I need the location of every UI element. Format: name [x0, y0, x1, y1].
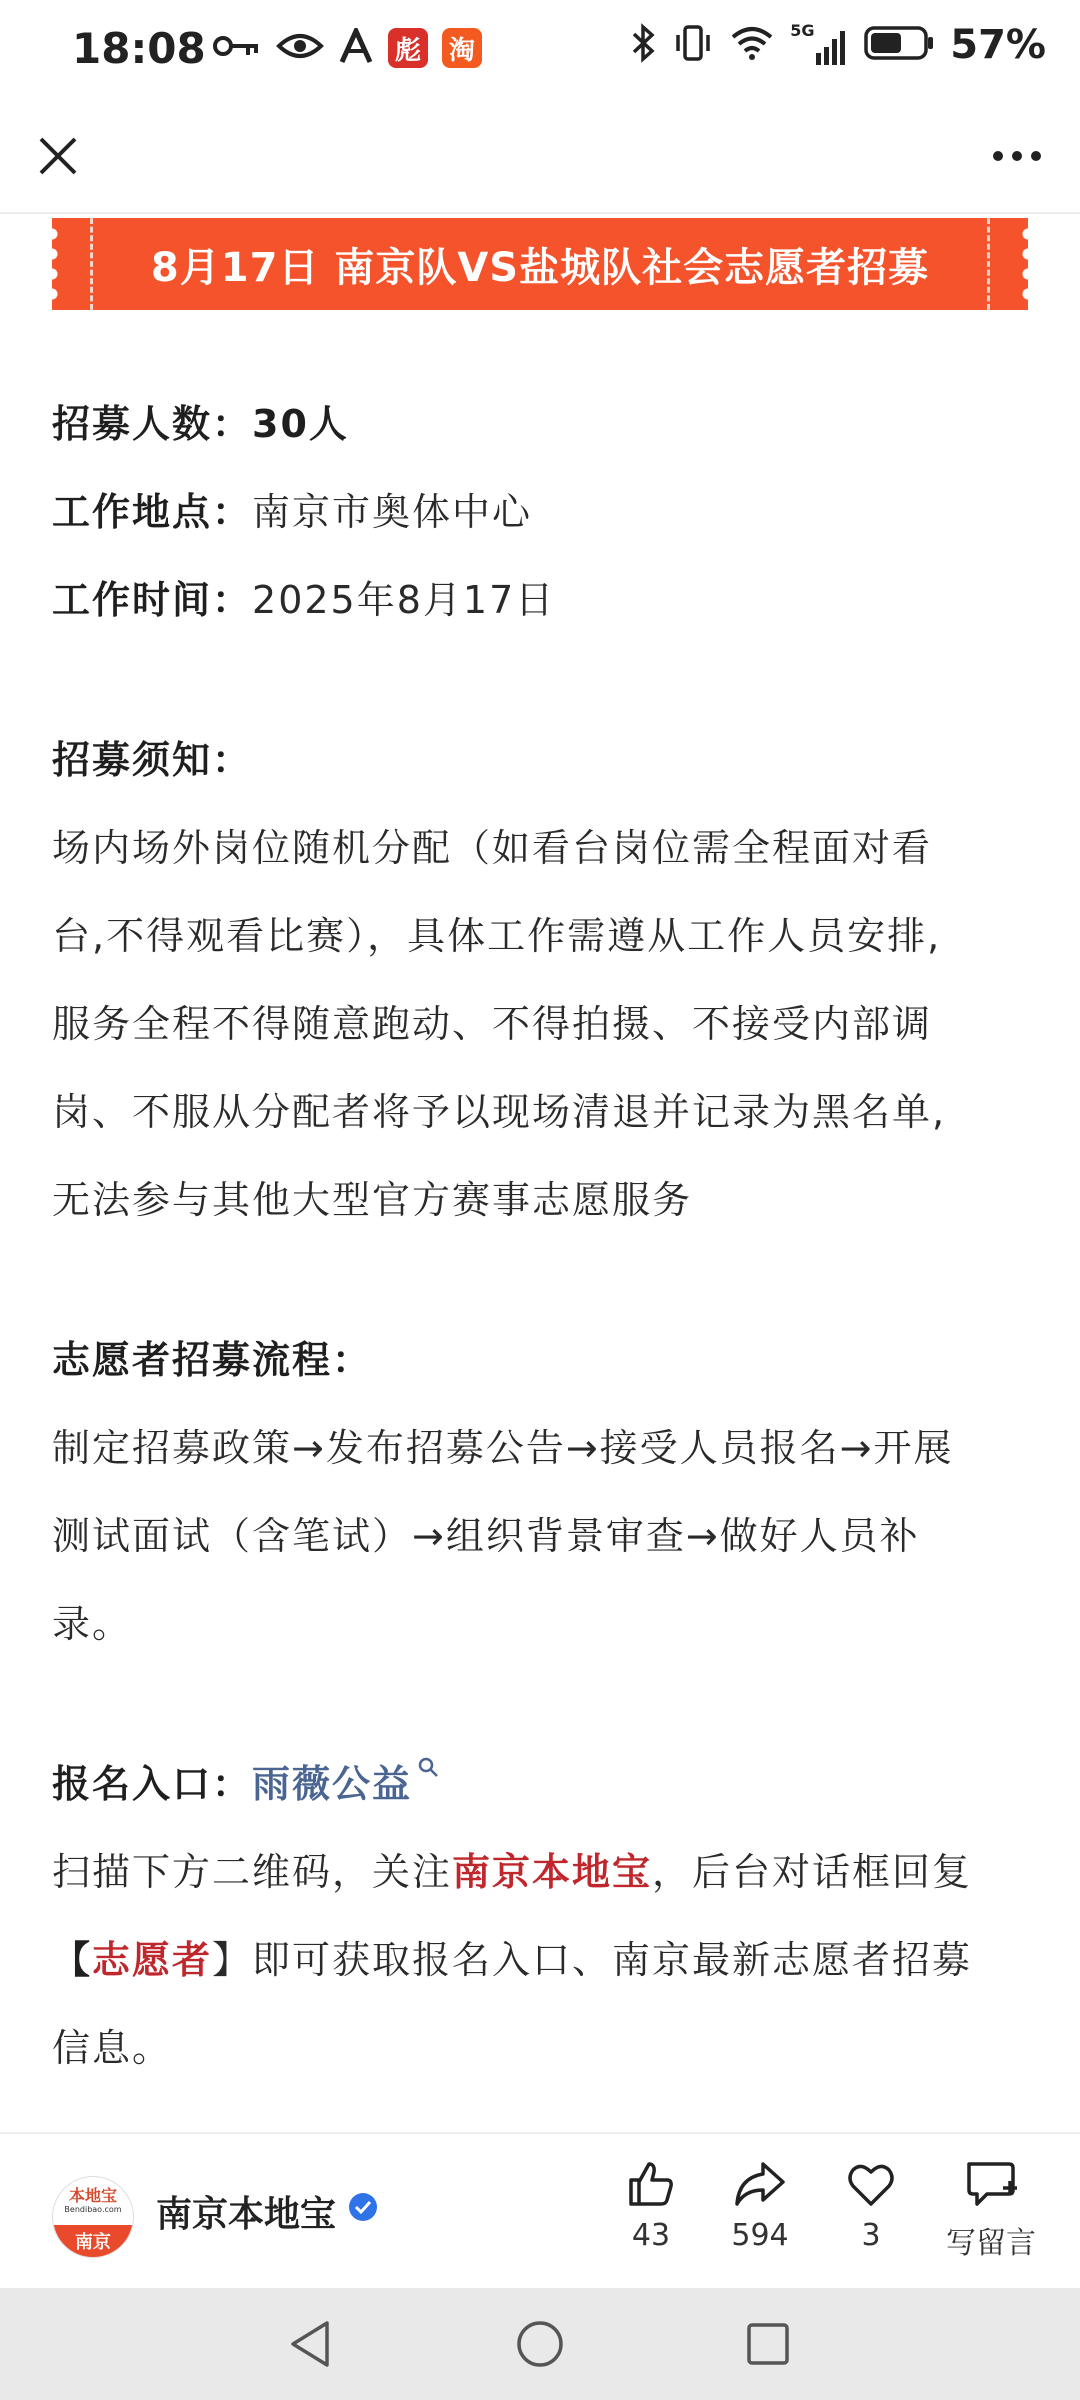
notice-heading: 招募须知： [52, 738, 253, 782]
avatar-brand: 本地宝 [68, 2186, 117, 2205]
work-time-label: 工作时间： [52, 578, 253, 622]
banner-dash-right [987, 218, 990, 310]
status-time: 18:08 [72, 24, 206, 73]
eye-icon [276, 30, 324, 66]
vibrate-icon [672, 23, 714, 67]
banner-notch-left [46, 224, 58, 304]
account-avatar[interactable] [52, 2176, 134, 2258]
notice-line: 岗、不服从分配者将予以现场清退并记录为黑名单, [52, 1090, 947, 1134]
system-nav-bar [0, 2288, 1080, 2400]
more-dots-icon [992, 150, 1042, 162]
event-banner [52, 218, 1028, 310]
favorite-button[interactable] [816, 2158, 926, 2253]
scan-text: ，后台对话框回复 [652, 1850, 973, 1894]
signup-label: 报名入口： [52, 1762, 253, 1806]
notice-line: 台,不得观看比赛），具体工作需遵从工作人员安排, [52, 914, 942, 958]
share-button[interactable] [705, 2158, 815, 2253]
back-triangle-icon [287, 2319, 333, 2369]
avatar-city: 南京 [53, 2225, 133, 2257]
location-value: 南京市奥体中心 [252, 490, 533, 534]
account-name[interactable]: 南京本地宝 [156, 2194, 337, 2235]
comment-icon [963, 2158, 1019, 2210]
close-icon [38, 136, 78, 176]
signup-link[interactable]: 雨薇公益 [252, 1762, 413, 1806]
location-label: 工作地点： [52, 490, 253, 534]
top-nav-bar [0, 100, 1080, 214]
heart-icon [845, 2158, 897, 2210]
account-highlight: 南京本地宝 [452, 1850, 653, 1894]
scan-line [52, 1916, 1032, 2004]
location-row [52, 468, 1032, 556]
process-line: 制定招募政策→发布招募公告→接受人员报名→开展 [52, 1426, 954, 1470]
like-count: 43 [631, 2218, 671, 2253]
scan-text: 扫描下方二维码，关注 [52, 1850, 453, 1894]
comment-label: 写留言 [946, 2226, 1036, 2261]
wifi-icon [730, 25, 774, 65]
recruit-count-row [52, 380, 1032, 468]
scan-text: 】即可获取报名入口、南京最新志愿者招募 [212, 1938, 973, 1982]
status-icons-left [212, 28, 482, 68]
notice-line: 服务全程不得随意跑动、不得拍摄、不接受内部调 [52, 1002, 933, 1046]
avatar-site: Bendibao.com [64, 2205, 122, 2214]
work-time-row [52, 556, 1032, 644]
banner-title: 8月17日 南京队VS盐城队社会志愿者招募 [150, 244, 930, 291]
home-button[interactable] [510, 2314, 570, 2374]
key-icon [212, 31, 262, 65]
recruit-count-value: 30人 [252, 402, 349, 446]
network-type-label: 5G [790, 21, 815, 40]
search-icon[interactable] [416, 1755, 440, 1779]
share-arrow-icon [733, 2158, 787, 2210]
scan-line [52, 1828, 1032, 1916]
recents-square-icon [745, 2321, 791, 2367]
bracket-text: 【 [52, 1938, 93, 1982]
bottom-action-bar [0, 2132, 1080, 2290]
banner-notch-right [1022, 224, 1034, 304]
more-options-button[interactable] [982, 126, 1052, 186]
keyword-highlight: 志愿者 [92, 1938, 213, 1982]
signup-row [52, 1740, 1032, 1828]
process-line: 录。 [52, 1602, 133, 1646]
status-bar [0, 0, 1080, 100]
back-button[interactable] [280, 2314, 340, 2374]
recents-button[interactable] [738, 2314, 798, 2374]
taobao-app-icon: 淘 [442, 28, 482, 68]
write-comment-button[interactable] [926, 2158, 1056, 2262]
close-button[interactable] [28, 126, 88, 186]
verified-badge-icon [348, 2192, 378, 2226]
process-line: 测试面试（含笔试）→组织背景审查→做好人员补 [52, 1514, 920, 1558]
banner-dash-left [90, 218, 93, 310]
notice-line: 无法参与其他大型官方赛事志愿服务 [52, 1178, 693, 1222]
process-heading: 志愿者招募流程： [52, 1338, 373, 1382]
like-button[interactable] [596, 2158, 706, 2253]
favorite-count: 3 [861, 2218, 881, 2253]
bluetooth-icon [630, 23, 656, 67]
scan-line: 信息。 [52, 2026, 173, 2070]
battery-percent: 57% [950, 22, 1046, 68]
work-time-value: 2025年8月17日 [252, 578, 556, 622]
status-icons-right [630, 22, 1046, 68]
signal-icon [790, 23, 848, 67]
avatar-top [53, 2177, 133, 2225]
thumbs-up-icon [625, 2158, 677, 2210]
notice-line: 场内场外岗位随机分配（如看台岗位需全程面对看 [52, 826, 933, 870]
article-body [52, 380, 1032, 2092]
share-count: 594 [731, 2218, 789, 2253]
recruit-count-label: 招募人数： [52, 402, 253, 446]
font-a-icon [338, 28, 374, 68]
battery-icon [864, 25, 934, 65]
home-circle-icon [515, 2319, 565, 2369]
app-badge-icon: 彪 [388, 28, 428, 68]
